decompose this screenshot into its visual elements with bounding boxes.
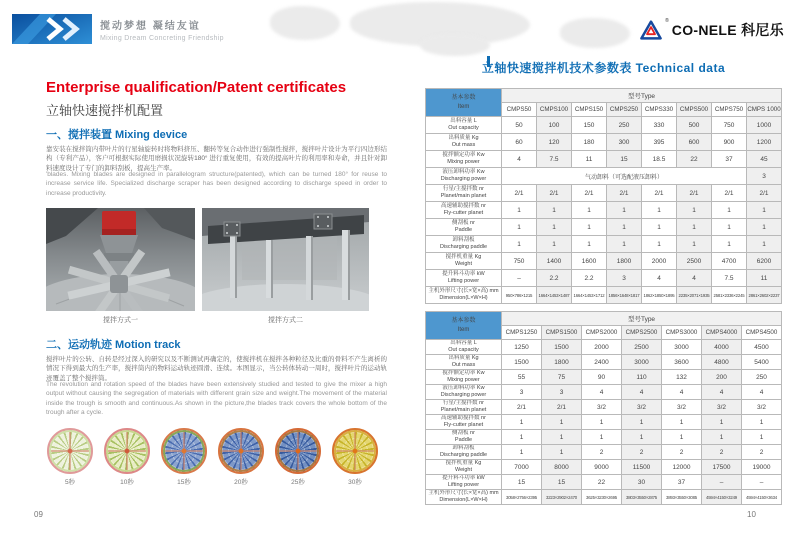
value-cell: 1 xyxy=(542,445,582,460)
row-label-cell: 行星/主搅拌数 nr Planet/main planet xyxy=(426,185,502,202)
value-cell: 3/2 xyxy=(662,400,702,415)
photo-caption-1: 搅拌方式一 xyxy=(103,317,138,324)
value-cell: 3 xyxy=(607,270,642,287)
motion-track-label: 20秒 xyxy=(234,479,248,486)
value-cell: 1 xyxy=(712,219,747,236)
spec-row xyxy=(426,253,782,270)
value-cell: 1 xyxy=(662,415,702,430)
row-label-cell: 卸料刮板 Discharging paddle xyxy=(426,445,502,460)
value-cell: 2/1 xyxy=(712,185,747,202)
mixing-device-paragraph-en: 'blades. Mixing blades are designed in parallelogram structure(patented), which can be turned 180° for reuse to increase service life. Specialized discharge scraper has been designed according to discharge speed in order to increase productivity. xyxy=(46,171,387,197)
value-cell: 1 xyxy=(677,219,712,236)
value-cell: 3 xyxy=(502,385,542,400)
value-cell: 1 xyxy=(742,430,782,445)
slogan-english: Mixing Dream Concreting Friendship xyxy=(100,35,224,42)
value-cell: 2581×2336×2245 xyxy=(712,287,747,304)
value-cell: 6200 xyxy=(747,253,782,270)
value-cell: 1800 xyxy=(542,355,582,370)
value-cell: 4800 xyxy=(702,355,742,370)
value-cell: 1 xyxy=(537,219,572,236)
value-cell: 2.2 xyxy=(572,270,607,287)
spec-row xyxy=(426,415,782,430)
value-cell: 15 xyxy=(542,475,582,490)
value-cell: 1 xyxy=(642,236,677,253)
type-header-cell: 型号Type xyxy=(502,89,782,103)
value-cell: 500 xyxy=(677,117,712,134)
motion-track-paragraph-en: The revolution and rotation speed of the blades have been extensively studied and tested to give the mixer a high output without causing the segregation of materials with different grain size and weight.The movement of the material inside the trough is smooth and continuous.As shown in the picture,the blades track covers the whole bottom of the trough after a cycle. xyxy=(46,381,387,417)
value-cell: 1 xyxy=(747,202,782,219)
value-cell: 1 xyxy=(622,415,662,430)
motion-track-circle xyxy=(332,428,378,474)
value-cell: 1000 xyxy=(747,117,782,134)
value-cell: 1856×1648×1817 xyxy=(607,287,642,304)
value-cell: 3/2 xyxy=(622,400,662,415)
value-cell: 3/2 xyxy=(702,400,742,415)
motion-track-circle xyxy=(104,428,150,474)
spec-row xyxy=(426,185,782,202)
motion-track-item xyxy=(331,428,379,486)
value-cell: 2/1 xyxy=(677,185,712,202)
value-cell: 3893×3550×3085 xyxy=(662,490,702,505)
value-cell: 1 xyxy=(622,430,662,445)
value-cell: 750 xyxy=(712,117,747,134)
value-cell: 1600 xyxy=(572,253,607,270)
value-cell: 4 xyxy=(702,385,742,400)
value-cell: – xyxy=(502,270,537,287)
value-cell: 1 xyxy=(607,219,642,236)
value-cell: 1500 xyxy=(502,355,542,370)
world-map-background xyxy=(420,34,490,56)
motion-track-item xyxy=(274,428,322,486)
motion-track-label: 15秒 xyxy=(177,479,191,486)
spec-row xyxy=(426,355,782,370)
value-cell: 3/2 xyxy=(582,400,622,415)
row-label-cell: 卸料刮板 Discharging paddle xyxy=(426,236,502,253)
row-label-cell: 主机外形尺寸(长×宽×高) mm Dimension(L×W×H) xyxy=(426,490,502,505)
row-label-cell: 出料容量 L Out capacity xyxy=(426,340,502,355)
motion-track-label: 10秒 xyxy=(120,479,134,486)
value-cell: 1 xyxy=(662,430,702,445)
row-label-cell: 高速辅助搅拌数 nr Fly-cutter planet xyxy=(426,202,502,219)
motion-track-circle xyxy=(218,428,264,474)
value-cell: 15 xyxy=(502,475,542,490)
value-cell: 3000 xyxy=(662,340,702,355)
value-cell: 11 xyxy=(747,270,782,287)
value-cell: 11500 xyxy=(622,460,662,475)
value-cell: 1 xyxy=(542,415,582,430)
motion-track-label: 30秒 xyxy=(348,479,362,486)
motion-track-item xyxy=(160,428,208,486)
value-cell: 75 xyxy=(542,370,582,385)
mixing-method-photos xyxy=(46,208,369,311)
technical-data-title: 立轴快速搅拌机技术参数表 Technical data xyxy=(481,61,726,75)
value-cell: 1200 xyxy=(747,134,782,151)
value-cell: 1 xyxy=(582,415,622,430)
value-cell: 4594×4150×3634 xyxy=(742,490,782,505)
value-cell: 3803×3550×2875 xyxy=(622,490,662,505)
value-cell: 7.5 xyxy=(712,270,747,287)
value-cell: 4 xyxy=(642,270,677,287)
value-cell: 4 xyxy=(622,385,662,400)
row-label-cell: 出料质量 Kg Out mass xyxy=(426,355,502,370)
value-cell: 250 xyxy=(607,117,642,134)
value-cell: 1664×1453×1487 xyxy=(537,287,572,304)
value-cell: 2 xyxy=(622,445,662,460)
value-cell: 1 xyxy=(677,236,712,253)
value-cell: 30 xyxy=(622,475,662,490)
photo-mixing-method-1 xyxy=(46,208,195,311)
item-header-cell: 基本参数 Item xyxy=(426,89,502,117)
value-cell: 55 xyxy=(502,370,542,385)
value-cell: 110 xyxy=(622,370,662,385)
row-label-cell: 出料质量 Kg Out mass xyxy=(426,134,502,151)
model-cell: CMPS2000 xyxy=(582,326,622,340)
value-cell: 3 xyxy=(542,385,582,400)
value-cell: 1664×1453×1712 xyxy=(572,287,607,304)
model-cell: CMPS250 xyxy=(607,103,642,117)
model-cell: CMPS3000 xyxy=(662,326,702,340)
spec-row xyxy=(426,117,782,134)
company-flag-logo xyxy=(12,14,92,44)
value-cell: 17500 xyxy=(702,460,742,475)
spec-row xyxy=(426,151,782,168)
value-cell: 395 xyxy=(642,134,677,151)
value-cell: 1 xyxy=(712,236,747,253)
value-cell: 7000 xyxy=(502,460,542,475)
row-label-cell: 搅拌机重量 Kg Weight xyxy=(426,253,502,270)
value-cell: 4000 xyxy=(702,340,742,355)
model-cell: CMPS150 xyxy=(572,103,607,117)
value-cell: 2 xyxy=(742,445,782,460)
model-cell: CMPS500 xyxy=(677,103,712,117)
value-cell: 1 xyxy=(712,202,747,219)
value-cell: 15 xyxy=(607,151,642,168)
value-cell: 4 xyxy=(502,151,537,168)
value-cell: 2/1 xyxy=(572,185,607,202)
value-cell: 300 xyxy=(607,134,642,151)
value-cell: 750 xyxy=(502,253,537,270)
value-cell: 7.5 xyxy=(537,151,572,168)
value-cell: 11 xyxy=(572,151,607,168)
spec-row xyxy=(426,219,782,236)
value-cell: 1 xyxy=(742,415,782,430)
value-cell: 250 xyxy=(742,370,782,385)
spec-row xyxy=(426,370,782,385)
value-cell: 150 xyxy=(572,117,607,134)
value-cell: 2400 xyxy=(582,355,622,370)
row-label-cell: 提升料斗功率 kW Lifting power xyxy=(426,475,502,490)
spec-row xyxy=(426,475,782,490)
motion-tracks xyxy=(46,428,379,486)
value-cell: 200 xyxy=(702,370,742,385)
value-cell: 37 xyxy=(712,151,747,168)
value-cell: 1 xyxy=(502,236,537,253)
slogan-block xyxy=(100,17,224,42)
value-cell: 2 xyxy=(582,445,622,460)
motion-track-paragraph-cn: 搅拌叶片的公转、自转是经过深入的研究以及不断测试再确定的，使搅拌机在搅拌各种粒径及比重的骨料不产生离析的情况下得到最大的生产率，搅拌筒内的物料运动轨迹圆滑、连续。本图显示，当公转体转动一周时，搅拌叶片的运动轨迹覆盖了整个搅拌筒。 xyxy=(46,356,387,382)
value-cell: 132 xyxy=(662,370,702,385)
spec-table-large-models xyxy=(425,311,782,505)
value-cell: 4500 xyxy=(742,340,782,355)
value-cell: 3223×2902×2470 xyxy=(542,490,582,505)
value-cell: 2.2 xyxy=(537,270,572,287)
value-cell: 气动卸料（可选配液压卸料） xyxy=(502,168,747,185)
value-cell: 22 xyxy=(677,151,712,168)
model-cell: CMPS4000 xyxy=(702,326,742,340)
world-map-background xyxy=(270,6,340,40)
world-map-background xyxy=(560,18,630,48)
value-cell: 4 xyxy=(582,385,622,400)
value-cell: 1 xyxy=(607,236,642,253)
row-label-cell: 提升料斗功率 kW Lifting power xyxy=(426,270,502,287)
row-label-cell: 侧刮板 nr Paddle xyxy=(426,219,502,236)
motion-track-circle xyxy=(275,428,321,474)
motion-track-item xyxy=(46,428,94,486)
model-cell: CMPS4500 xyxy=(742,326,782,340)
value-cell: 12000 xyxy=(662,460,702,475)
value-cell: 100 xyxy=(537,117,572,134)
table-header-row xyxy=(426,312,782,326)
value-cell: 22 xyxy=(582,475,622,490)
value-cell: 2500 xyxy=(622,340,662,355)
value-cell: 2/1 xyxy=(502,400,542,415)
value-cell: 2/1 xyxy=(537,185,572,202)
value-cell: 60 xyxy=(502,134,537,151)
value-cell: 1 xyxy=(677,202,712,219)
spec-row xyxy=(426,270,782,287)
type-header-cell: 型号Type xyxy=(502,312,782,326)
row-label-cell: 行星/主搅拌数 nr Planet/main planet xyxy=(426,400,502,415)
value-cell: 3600 xyxy=(662,355,702,370)
value-cell: 1 xyxy=(747,236,782,253)
model-cell: CMPS50 xyxy=(502,103,537,117)
conele-triangle-icon xyxy=(640,20,662,40)
value-cell: 1 xyxy=(502,202,537,219)
value-cell: 3625×3230×2695 xyxy=(582,490,622,505)
registered-mark: ® xyxy=(665,18,669,24)
row-label-cell: 液压卸料功率 Kw Discharging power xyxy=(426,168,502,185)
spec-table-small-models xyxy=(425,88,782,304)
slogan-chinese: 搅动梦想 凝结友谊 xyxy=(100,21,201,32)
value-cell: 1400 xyxy=(537,253,572,270)
value-cell: 1800 xyxy=(607,253,642,270)
value-cell: 2/1 xyxy=(642,185,677,202)
motion-track-item xyxy=(103,428,151,486)
value-cell: 4700 xyxy=(712,253,747,270)
brand-name: CO-NELE 科尼乐 xyxy=(671,22,784,38)
spec-row xyxy=(426,490,782,505)
row-label-cell: 搅拌额定功率 Kw Mixing power xyxy=(426,151,502,168)
motion-track-circle xyxy=(161,428,207,474)
value-cell: 1 xyxy=(502,219,537,236)
value-cell: 19000 xyxy=(742,460,782,475)
value-cell: 45 xyxy=(747,151,782,168)
value-cell: 2 xyxy=(662,445,702,460)
value-cell: 8000 xyxy=(542,460,582,475)
value-cell: 2/1 xyxy=(747,185,782,202)
value-cell: 1 xyxy=(702,430,742,445)
spec-row xyxy=(426,385,782,400)
motion-track-circle xyxy=(47,428,93,474)
value-cell: 3000 xyxy=(622,355,662,370)
spec-row xyxy=(426,445,782,460)
model-cell: CMPS330 xyxy=(642,103,677,117)
value-cell: 1500 xyxy=(542,340,582,355)
mixing-device-paragraph-cn: 靠安装在搅拌筒内带叶片的行星轴旋转时将物料挤压、翻转等复合动作进行强制性搅拌，搅拌叶片设计为平行四边形结构（专利产品），客户可根据实际使用磨损状况旋转180° 进行重复使用，有效的提高叶片的利用率和寿命，并且针对卸料速度设计了专门的卸料刮板，提高生产率。 xyxy=(46,146,387,172)
value-cell: 950×786×1215 xyxy=(502,287,537,304)
value-cell: 1 xyxy=(572,202,607,219)
value-cell: 1862×1850×1895 xyxy=(642,287,677,304)
value-cell: 1 xyxy=(502,430,542,445)
page-number-left: 09 xyxy=(34,510,43,519)
value-cell: 18.5 xyxy=(642,151,677,168)
value-cell: 9000 xyxy=(582,460,622,475)
row-label-cell: 搅拌机重量 Kg Weight xyxy=(426,460,502,475)
value-cell: 3/2 xyxy=(742,400,782,415)
value-cell: 2500 xyxy=(677,253,712,270)
spec-row xyxy=(426,236,782,253)
value-cell: 330 xyxy=(642,117,677,134)
value-cell: 1 xyxy=(582,430,622,445)
motion-track-item xyxy=(217,428,265,486)
value-cell: 4 xyxy=(742,385,782,400)
value-cell: 1 xyxy=(747,219,782,236)
spec-row xyxy=(426,340,782,355)
value-cell: 1 xyxy=(607,202,642,219)
value-cell: 1250 xyxy=(502,340,542,355)
section-heading-motion-track: 二、运动轨迹 Motion track xyxy=(46,339,181,351)
spec-row xyxy=(426,134,782,151)
spec-row xyxy=(426,460,782,475)
spec-row xyxy=(426,202,782,219)
model-cell: CMPS100 xyxy=(537,103,572,117)
value-cell: 2/1 xyxy=(502,185,537,202)
value-cell: 1 xyxy=(542,430,582,445)
model-cell: CMPS1500 xyxy=(542,326,582,340)
row-label-cell: 高速辅助搅拌数 nr Fly-cutter planet xyxy=(426,415,502,430)
table-header-row xyxy=(426,89,782,103)
value-cell: 3058×2756×2395 xyxy=(502,490,542,505)
row-label-cell: 主机外形尺寸(长×宽×高) mm Dimension(L×W×H) xyxy=(426,287,502,304)
section-heading-mixing-device: 一、搅拌装置 Mixing device xyxy=(46,129,188,141)
motion-track-label: 25秒 xyxy=(291,479,305,486)
spec-row xyxy=(426,168,782,185)
value-cell: 4 xyxy=(662,385,702,400)
value-cell: 50 xyxy=(502,117,537,134)
value-cell: 2/1 xyxy=(607,185,642,202)
value-cell: 2/1 xyxy=(542,400,582,415)
value-cell: 2235×2071×1935 xyxy=(677,287,712,304)
motion-track-label: 5秒 xyxy=(64,479,76,486)
value-cell: 2000 xyxy=(642,253,677,270)
spec-row xyxy=(426,287,782,304)
value-cell: – xyxy=(742,475,782,490)
value-cell: 37 xyxy=(662,475,702,490)
value-cell: 1 xyxy=(572,219,607,236)
value-cell: 1 xyxy=(537,202,572,219)
value-cell: 4 xyxy=(677,270,712,287)
value-cell: 2 xyxy=(702,445,742,460)
value-cell: 5400 xyxy=(742,355,782,370)
brand-logo xyxy=(640,20,784,40)
item-header-cell: 基本参数 Item xyxy=(426,312,502,340)
value-cell: 90 xyxy=(582,370,622,385)
value-cell: 1 xyxy=(502,415,542,430)
page-title-chinese: 立轴快速搅拌机配置 xyxy=(46,103,164,118)
value-cell: 4594×4150×3249 xyxy=(702,490,742,505)
photo-mixing-method-2 xyxy=(202,208,369,311)
model-cell: CMPS2500 xyxy=(622,326,662,340)
value-cell: 1 xyxy=(642,202,677,219)
value-cell: 1 xyxy=(502,445,542,460)
model-cell: CMPS 1000 xyxy=(747,103,782,117)
spec-row xyxy=(426,400,782,415)
value-cell: 600 xyxy=(677,134,712,151)
value-cell: 1 xyxy=(702,415,742,430)
value-cell: 180 xyxy=(572,134,607,151)
photo-caption-2: 搅拌方式二 xyxy=(268,317,303,324)
header-banner xyxy=(0,0,800,58)
model-cell: CMPS750 xyxy=(712,103,747,117)
value-cell: – xyxy=(702,475,742,490)
model-cell: CMPS1250 xyxy=(502,326,542,340)
row-label-cell: 侧刮板 nr Paddle xyxy=(426,430,502,445)
spec-row xyxy=(426,430,782,445)
row-label-cell: 搅拌额定功率 Kw Mixing power xyxy=(426,370,502,385)
value-cell: 2000 xyxy=(582,340,622,355)
row-label-cell: 液压卸料功率 Kw Discharging power xyxy=(426,385,502,400)
value-cell: 3 xyxy=(747,168,782,185)
value-cell: 900 xyxy=(712,134,747,151)
value-cell: 1 xyxy=(537,236,572,253)
row-label-cell: 出料容量 L Out capacity xyxy=(426,117,502,134)
value-cell: 2861×2602×2237 xyxy=(747,287,782,304)
page-number-right: 10 xyxy=(747,510,756,519)
value-cell: 1 xyxy=(642,219,677,236)
page-title-english: Enterprise qualification/Patent certificates xyxy=(46,79,347,96)
value-cell: 120 xyxy=(537,134,572,151)
value-cell: 1 xyxy=(572,236,607,253)
